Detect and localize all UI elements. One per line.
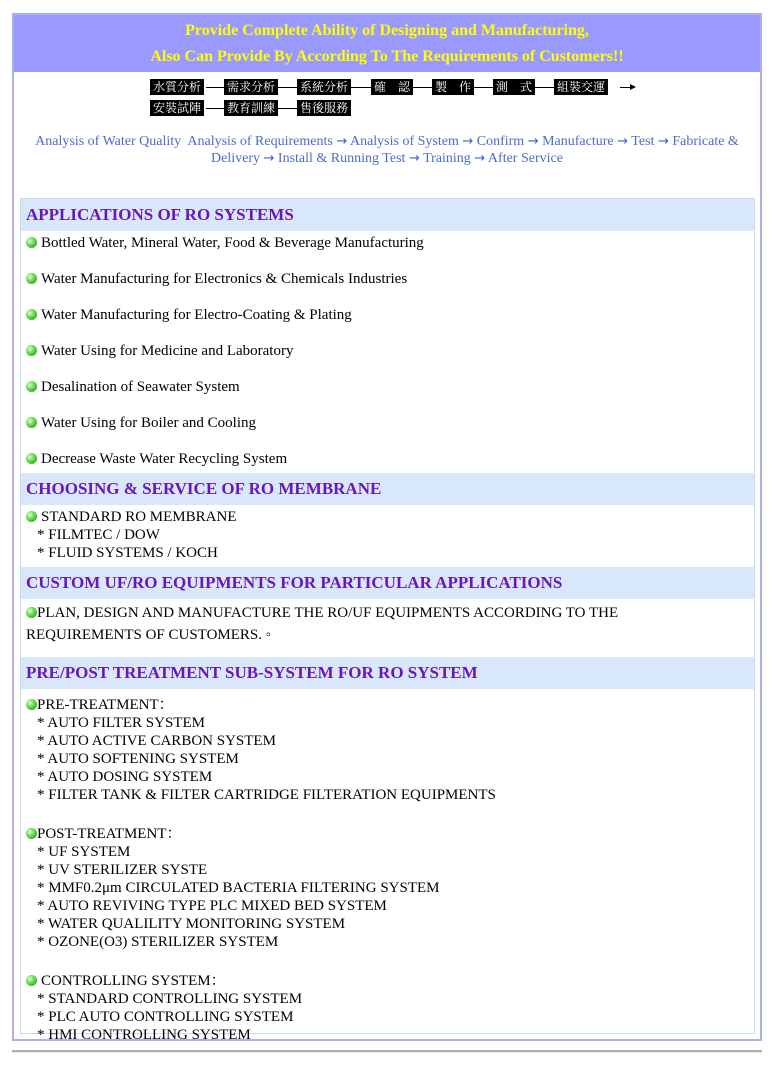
sub-item: * AUTO ACTIVE CARBON SYSTEM — [37, 733, 276, 749]
right-arrow-icon: → — [462, 134, 474, 149]
right-arrow-icon: → — [336, 134, 348, 149]
sub-item: * UF SYSTEM — [37, 844, 131, 860]
step-water-quality: Analysis of Water Quality — [35, 134, 182, 149]
flow-node: 系統分析 — [297, 79, 351, 95]
list-item-text: Water Using for Boiler and Cooling — [41, 415, 257, 431]
list-item-text: Water Manufacturing for Electronics & Chemicals Industries — [41, 271, 408, 287]
list-item — [26, 306, 352, 324]
right-arrow-icon: → — [617, 134, 629, 149]
green-ball-icon — [26, 237, 37, 248]
step-requirements: Analysis of Requirements — [187, 134, 333, 149]
process-steps-en — [18, 133, 756, 167]
right-arrow-icon: → — [408, 151, 420, 166]
list-item-text: Bottled Water, Mineral Water, Food & Beverage Manufacturing — [41, 235, 424, 251]
list-item — [26, 825, 181, 843]
step-fabricate-delivery: Fabricate & Delivery — [211, 134, 739, 166]
banner-line-2: Also Can Provide By According To The Requirements of Customers!! — [150, 48, 624, 65]
green-ball-icon — [26, 273, 37, 284]
list-item-text: Decrease Waste Water Recycling System — [41, 451, 288, 467]
step-after-service: After Service — [487, 151, 563, 166]
banner-line-1: Provide Complete Ability of Designing and Manufacturing, — [185, 22, 589, 39]
flow-node: 組裝交運 — [554, 79, 608, 95]
sub-item: * AUTO DOSING SYSTEM — [37, 769, 213, 785]
green-ball-icon — [26, 699, 37, 710]
sub-item: * OZONE(O3) STERILIZER SYSTEM — [37, 934, 279, 950]
section-title-membrane: CHOOSING & SERVICE OF RO MEMBRANE — [21, 473, 754, 505]
flow-node: 需求分析 — [224, 79, 278, 95]
right-arrow-icon: → — [657, 134, 669, 149]
list-item-text: Water Using for Medicine and Laboratory — [41, 343, 294, 359]
step-system: Analysis of System — [349, 134, 459, 149]
services-panel — [20, 198, 755, 1043]
flow-node: 安裝試陣 — [150, 100, 204, 116]
sub-item: * AUTO REVIVING TYPE PLC MIXED BED SYSTEM — [37, 898, 387, 914]
process-flowchart-cn — [150, 77, 650, 121]
sub-item: * UV STERILIZER SYSTE — [37, 862, 208, 878]
list-item — [26, 696, 174, 714]
sub-item: * FLUID SYSTEMS / KOCH — [37, 545, 218, 561]
horizontal-rule — [12, 1050, 762, 1053]
list-item-text: Water Manufacturing for Electro-Coating & Plating — [41, 307, 352, 323]
custom-description-text: PLAN, DESIGN AND MANUFACTURE THE RO/UF EQUIPMENTS ACCORDING TO THE REQUIREMENTS OF CUSTOMERS. ◦ — [26, 605, 619, 643]
list-item-text: STANDARD RO MEMBRANE — [41, 509, 237, 525]
list-item — [26, 508, 236, 526]
section-title-treatment: PRE/POST TREATMENT SUB-SYSTEM FOR RO SYSTEM — [21, 657, 754, 689]
step-manufacture: Manufacture — [542, 134, 614, 149]
list-item — [26, 270, 407, 288]
flow-node: 教育訓練 — [224, 100, 278, 116]
sub-item: * STANDARD CONTROLLING SYSTEM — [37, 991, 303, 1007]
right-arrow-icon: → — [527, 134, 539, 149]
green-ball-icon — [26, 607, 37, 618]
list-item-text: PRE-TREATMENT： — [37, 697, 174, 713]
sub-item: * WATER QUALILITY MONITORING SYSTEM — [37, 916, 346, 932]
green-ball-icon — [26, 975, 37, 986]
list-item — [26, 378, 240, 396]
step-training: Training — [423, 151, 471, 166]
custom-description — [26, 602, 734, 646]
flow-node: 水質分析 — [150, 79, 204, 95]
green-ball-icon — [26, 381, 37, 392]
flow-node: 售後服務 — [297, 100, 351, 116]
right-arrow-icon: → — [263, 151, 275, 166]
green-ball-icon — [26, 511, 37, 522]
list-item — [26, 234, 424, 252]
content-frame — [12, 13, 762, 1041]
banner — [14, 15, 760, 72]
green-ball-icon — [26, 417, 37, 428]
section-title-applications: APPLICATIONS OF RO SYSTEMS — [21, 199, 754, 231]
green-ball-icon — [26, 345, 37, 356]
right-arrow-icon: → — [474, 151, 486, 166]
sub-item: * AUTO FILTER SYSTEM — [37, 715, 205, 731]
list-item-text: Desalination of Seawater System — [41, 379, 240, 395]
sub-item: * FILMTEC / DOW — [37, 527, 160, 543]
list-item-text: POST-TREATMENT： — [37, 826, 182, 842]
sub-item: * PLC AUTO CONTROLLING SYSTEM — [37, 1009, 294, 1025]
sub-item: * FILTER TANK & FILTER CARTRIDGE FILTERATION EQUIPMENTS — [37, 787, 496, 803]
list-item — [26, 414, 256, 432]
step-test: Test — [631, 134, 655, 149]
section-title-custom: CUSTOM UF/RO EQUIPMENTS FOR PARTICULAR APPLICATIONS — [21, 567, 754, 599]
step-confirm: Confirm — [476, 134, 525, 149]
list-item — [26, 342, 293, 360]
sub-item: * HMI CONTROLLING SYSTEM — [37, 1027, 251, 1043]
step-install: Install & Running Test — [277, 151, 406, 166]
list-item-text: CONTROLLING SYSTEM： — [41, 973, 226, 989]
sub-item: * AUTO SOFTENING SYSTEM — [37, 751, 239, 767]
green-ball-icon — [26, 828, 37, 839]
flow-connector-line — [620, 87, 632, 88]
flow-node: 製 作 — [432, 79, 474, 95]
sub-item: * MMF0.2μm CIRCULATED BACTERIA FILTERING SYSTEM — [37, 880, 440, 896]
green-ball-icon — [26, 453, 37, 464]
list-item — [26, 450, 287, 468]
list-item — [26, 972, 226, 990]
flow-node: 測 式 — [493, 79, 535, 95]
flow-node: 確 認 — [371, 79, 413, 95]
green-ball-icon — [26, 309, 37, 320]
